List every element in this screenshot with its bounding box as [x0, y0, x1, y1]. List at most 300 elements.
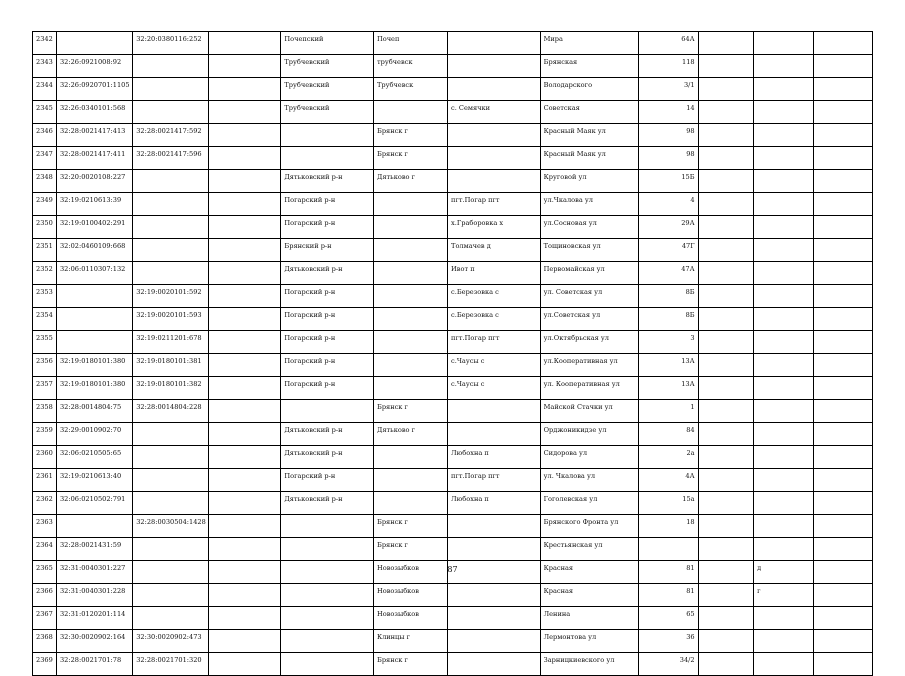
cell-house-number: 34/2	[638, 653, 698, 676]
cell-apartment	[814, 584, 873, 607]
cell-street: Красная	[540, 561, 638, 584]
cell-street: Володарского	[540, 78, 638, 101]
cell-cadastral-number-building	[133, 262, 209, 285]
cell-apartment	[814, 193, 873, 216]
cell-city	[373, 492, 447, 515]
table-row	[33, 446, 873, 469]
cell-cadastral-number-building: 32:19:0211201:678	[133, 331, 209, 354]
cell-row-number: 2355	[33, 331, 57, 354]
cell-house-number: 65	[638, 607, 698, 630]
cell-apartment	[814, 55, 873, 78]
cell-apartment	[814, 354, 873, 377]
cell-settlement	[448, 630, 541, 653]
cell-apartment	[814, 469, 873, 492]
cell-street: Лермонтова ул	[540, 630, 638, 653]
cell-cadastral-number: 32:19:0180101:380	[56, 377, 132, 400]
cell-apartment	[814, 653, 873, 676]
cell-district	[281, 400, 374, 423]
cell-district: Дятьковский р-н	[281, 492, 374, 515]
table-row	[33, 193, 873, 216]
cell-row-number: 2364	[33, 538, 57, 561]
cell-letter	[754, 538, 814, 561]
cell-settlement	[448, 147, 541, 170]
cell-cell-empty	[209, 308, 281, 331]
cell-house-number: 8Б	[638, 308, 698, 331]
cell-cadastral-number	[56, 285, 132, 308]
cell-cadastral-number-building	[133, 607, 209, 630]
cell-apartment	[814, 262, 873, 285]
cell-cadastral-number: 32:31:0040301:227	[56, 561, 132, 584]
cell-settlement: пгт.Погар пгт	[448, 193, 541, 216]
cell-row-number: 2347	[33, 147, 57, 170]
cell-district: Дятьковский р-н	[281, 423, 374, 446]
cell-house-number: 81	[638, 584, 698, 607]
cell-cadastral-number-building: 32:20:0380116:252	[133, 32, 209, 55]
cell-apartment	[814, 400, 873, 423]
cell-cadastral-number-building	[133, 239, 209, 262]
cell-letter	[754, 423, 814, 446]
cell-cell-empty	[209, 515, 281, 538]
table-row	[33, 515, 873, 538]
cell-letter	[754, 446, 814, 469]
cell-house-number: 98	[638, 147, 698, 170]
cell-cell-empty	[209, 469, 281, 492]
cell-building	[698, 469, 754, 492]
cell-building	[698, 216, 754, 239]
cell-city	[373, 354, 447, 377]
cell-row-number: 2357	[33, 377, 57, 400]
cell-city: Брянск г	[373, 653, 447, 676]
cell-building	[698, 377, 754, 400]
cell-city: Новозыбков	[373, 607, 447, 630]
cell-row-number: 2363	[33, 515, 57, 538]
cell-building	[698, 423, 754, 446]
cell-city: Дятьково г	[373, 423, 447, 446]
cell-street: Брянского Фронта ул	[540, 515, 638, 538]
cell-cadastral-number: 32:06:0210505:65	[56, 446, 132, 469]
cell-cell-empty	[209, 423, 281, 446]
cell-street: ул.Чкалова ул	[540, 193, 638, 216]
cell-cadastral-number-building	[133, 423, 209, 446]
cell-settlement	[448, 515, 541, 538]
cell-street: Первомайская ул	[540, 262, 638, 285]
cell-cell-empty	[209, 607, 281, 630]
cell-row-number: 2359	[33, 423, 57, 446]
cell-house-number: 4А	[638, 469, 698, 492]
cell-building	[698, 193, 754, 216]
cell-row-number: 2361	[33, 469, 57, 492]
cell-settlement	[448, 55, 541, 78]
table-row	[33, 147, 873, 170]
cell-letter	[754, 170, 814, 193]
cell-street: Красная	[540, 584, 638, 607]
cell-cadastral-number: 32:19:0180101:380	[56, 354, 132, 377]
cell-settlement: Ивот п	[448, 262, 541, 285]
cell-cadastral-number: 32:28:0021701:78	[56, 653, 132, 676]
cell-district: Погарский р-н	[281, 193, 374, 216]
cell-row-number: 2360	[33, 446, 57, 469]
cell-cadastral-number-building: 32:28:0021417:592	[133, 124, 209, 147]
cell-city: Трубчевск	[373, 78, 447, 101]
cell-cell-empty	[209, 216, 281, 239]
cell-settlement	[448, 400, 541, 423]
cell-street: ул.Сосновая ул	[540, 216, 638, 239]
cell-row-number: 2348	[33, 170, 57, 193]
cell-district: Дятьковский р-н	[281, 170, 374, 193]
cell-letter	[754, 193, 814, 216]
table-row	[33, 331, 873, 354]
cell-apartment	[814, 630, 873, 653]
cell-settlement: Любохна п	[448, 446, 541, 469]
cell-settlement	[448, 32, 541, 55]
table-row	[33, 216, 873, 239]
cell-apartment	[814, 308, 873, 331]
cell-cadastral-number: 32:26:0920701:1105	[56, 78, 132, 101]
cell-cadastral-number: 32:02:0460109:668	[56, 239, 132, 262]
cell-cadastral-number-building: 32:19:0180101:382	[133, 377, 209, 400]
cell-apartment	[814, 515, 873, 538]
cell-street: Орджоникидзе ул	[540, 423, 638, 446]
cell-letter	[754, 377, 814, 400]
cell-district	[281, 607, 374, 630]
cell-cadastral-number: 32:28:0021417:413	[56, 124, 132, 147]
cell-cadastral-number-building: 32:19:0180101:381	[133, 354, 209, 377]
cell-cadastral-number: 32:31:0120201:114	[56, 607, 132, 630]
cell-cadastral-number: 32:29:0010902:70	[56, 423, 132, 446]
cell-city	[373, 285, 447, 308]
cell-letter	[754, 32, 814, 55]
cell-row-number: 2353	[33, 285, 57, 308]
cell-house-number: 1	[638, 400, 698, 423]
cell-city: Брянск г	[373, 124, 447, 147]
cell-cadastral-number: 32:28:0014804:75	[56, 400, 132, 423]
cell-apartment	[814, 607, 873, 630]
cell-street: Майской Стачки ул	[540, 400, 638, 423]
cell-cadastral-number-building: 32:28:0021701:320	[133, 653, 209, 676]
cell-apartment	[814, 377, 873, 400]
cell-cadastral-number: 32:26:0921008:92	[56, 55, 132, 78]
cell-building	[698, 101, 754, 124]
cell-building	[698, 607, 754, 630]
cell-city: Клинцы г	[373, 630, 447, 653]
cell-letter	[754, 216, 814, 239]
cell-city: Брянск г	[373, 400, 447, 423]
cell-city	[373, 262, 447, 285]
cell-settlement: пгт.Погар пгт	[448, 331, 541, 354]
cell-cadastral-number	[56, 515, 132, 538]
cell-apartment	[814, 216, 873, 239]
cell-row-number: 2356	[33, 354, 57, 377]
cell-street: Ленина	[540, 607, 638, 630]
table-row	[33, 354, 873, 377]
cell-letter	[754, 653, 814, 676]
cell-district	[281, 630, 374, 653]
cell-cell-empty	[209, 124, 281, 147]
cell-letter	[754, 492, 814, 515]
cell-cadastral-number: 32:28:0021417:411	[56, 147, 132, 170]
cell-cell-empty	[209, 446, 281, 469]
table-row	[33, 538, 873, 561]
cell-row-number: 2366	[33, 584, 57, 607]
table-row	[33, 262, 873, 285]
cell-letter	[754, 630, 814, 653]
cell-cell-empty	[209, 400, 281, 423]
cell-cadastral-number: 32:31:0040301:228	[56, 584, 132, 607]
cell-apartment	[814, 285, 873, 308]
cell-cadastral-number-building	[133, 78, 209, 101]
cell-row-number: 2345	[33, 101, 57, 124]
cell-cadastral-number-building	[133, 469, 209, 492]
cell-district	[281, 515, 374, 538]
cell-district: Погарский р-н	[281, 354, 374, 377]
cell-house-number: 15а	[638, 492, 698, 515]
cell-district: Почепский	[281, 32, 374, 55]
cell-cell-empty	[209, 354, 281, 377]
cell-cadastral-number	[56, 331, 132, 354]
cell-street: ул.Октябрьская ул	[540, 331, 638, 354]
cell-house-number: 47А	[638, 262, 698, 285]
cell-city: Брянск г	[373, 515, 447, 538]
cell-building	[698, 630, 754, 653]
cell-house-number: 3	[638, 331, 698, 354]
cell-apartment	[814, 170, 873, 193]
cell-street: Гоголевская ул	[540, 492, 638, 515]
cell-letter	[754, 285, 814, 308]
cell-street: ул.Советская ул	[540, 308, 638, 331]
cell-letter	[754, 354, 814, 377]
cell-letter: г	[754, 584, 814, 607]
cell-cell-empty	[209, 170, 281, 193]
cell-street: Крестьянская ул	[540, 538, 638, 561]
cell-cadastral-number-building: 32:28:0030504:1428	[133, 515, 209, 538]
table-row	[33, 400, 873, 423]
cell-building	[698, 492, 754, 515]
cell-city	[373, 377, 447, 400]
cell-building	[698, 147, 754, 170]
cell-house-number: 98	[638, 124, 698, 147]
cell-letter	[754, 147, 814, 170]
cell-district: Погарский р-н	[281, 469, 374, 492]
cell-cadastral-number-building	[133, 492, 209, 515]
cell-district: Брянский р-н	[281, 239, 374, 262]
cell-building	[698, 538, 754, 561]
cell-city	[373, 469, 447, 492]
cell-row-number: 2346	[33, 124, 57, 147]
table-row	[33, 285, 873, 308]
cell-city	[373, 101, 447, 124]
cell-district: Трубчевский	[281, 55, 374, 78]
table-row	[33, 653, 873, 676]
cell-cadastral-number-building: 32:19:0020101:593	[133, 308, 209, 331]
cell-cadastral-number-building	[133, 55, 209, 78]
cell-settlement: с.Чаусы с	[448, 354, 541, 377]
cell-district: Погарский р-н	[281, 308, 374, 331]
cell-house-number: 13А	[638, 354, 698, 377]
cell-cadastral-number: 32:30:0020902:164	[56, 630, 132, 653]
cell-cell-empty	[209, 538, 281, 561]
cell-cadastral-number-building: 32:30:0020902:473	[133, 630, 209, 653]
cell-house-number: 118	[638, 55, 698, 78]
cell-cell-empty	[209, 584, 281, 607]
cell-row-number: 2342	[33, 32, 57, 55]
cell-letter	[754, 55, 814, 78]
cell-letter	[754, 262, 814, 285]
cell-cadastral-number-building	[133, 101, 209, 124]
cell-house-number: 47Г	[638, 239, 698, 262]
cell-house-number: 64А	[638, 32, 698, 55]
cell-building	[698, 400, 754, 423]
cell-district: Погарский р-н	[281, 377, 374, 400]
table-row	[33, 607, 873, 630]
cell-street: ул. Кооперативная ул	[540, 377, 638, 400]
cell-house-number: 3/1	[638, 78, 698, 101]
cell-cadastral-number-building	[133, 446, 209, 469]
cell-building	[698, 124, 754, 147]
cell-row-number: 2368	[33, 630, 57, 653]
cell-cadastral-number	[56, 308, 132, 331]
cell-apartment	[814, 78, 873, 101]
table-row	[33, 101, 873, 124]
cell-cell-empty	[209, 32, 281, 55]
cell-row-number: 2343	[33, 55, 57, 78]
cell-row-number: 2365	[33, 561, 57, 584]
cell-street: Красный Маяк ул	[540, 147, 638, 170]
cell-building	[698, 78, 754, 101]
cell-row-number: 2362	[33, 492, 57, 515]
cell-building	[698, 354, 754, 377]
cell-letter	[754, 308, 814, 331]
cell-house-number: 36	[638, 630, 698, 653]
cell-street: Круговой ул	[540, 170, 638, 193]
table-row	[33, 584, 873, 607]
cell-city	[373, 193, 447, 216]
cell-district	[281, 653, 374, 676]
cell-cadastral-number-building	[133, 584, 209, 607]
cell-building	[698, 584, 754, 607]
cell-district: Погарский р-н	[281, 285, 374, 308]
table-row	[33, 78, 873, 101]
cell-cadastral-number-building	[133, 216, 209, 239]
cell-row-number: 2354	[33, 308, 57, 331]
cell-street: Советская	[540, 101, 638, 124]
table-row	[33, 469, 873, 492]
cell-letter	[754, 469, 814, 492]
cell-apartment	[814, 147, 873, 170]
cell-street: Красный Маяк ул	[540, 124, 638, 147]
cell-cell-empty	[209, 193, 281, 216]
cell-cell-empty	[209, 101, 281, 124]
cell-building	[698, 170, 754, 193]
cell-district: Трубчевский	[281, 78, 374, 101]
cell-cadastral-number: 32:19:0100402:291	[56, 216, 132, 239]
cell-building	[698, 331, 754, 354]
cell-settlement: х.Граборовка х	[448, 216, 541, 239]
cell-cadastral-number: 32:06:0210502:791	[56, 492, 132, 515]
cell-letter	[754, 607, 814, 630]
cell-district	[281, 584, 374, 607]
cell-row-number: 2349	[33, 193, 57, 216]
cell-cell-empty	[209, 262, 281, 285]
cell-settlement	[448, 584, 541, 607]
cell-apartment	[814, 239, 873, 262]
cell-cell-empty	[209, 331, 281, 354]
cell-city: трубчевск	[373, 55, 447, 78]
cell-house-number: 2а	[638, 446, 698, 469]
cell-cell-empty	[209, 653, 281, 676]
cell-district: Дятьковский р-н	[281, 446, 374, 469]
cell-cadastral-number	[56, 32, 132, 55]
cell-settlement	[448, 124, 541, 147]
cell-apartment	[814, 423, 873, 446]
cell-letter	[754, 124, 814, 147]
cell-settlement: с. Семячки	[448, 101, 541, 124]
cell-letter	[754, 101, 814, 124]
cell-row-number: 2369	[33, 653, 57, 676]
cell-city	[373, 331, 447, 354]
cell-house-number: 29А	[638, 216, 698, 239]
cell-house-number: 8Б	[638, 285, 698, 308]
cell-settlement	[448, 170, 541, 193]
table-row	[33, 170, 873, 193]
cell-building	[698, 55, 754, 78]
cell-district: Погарский р-н	[281, 216, 374, 239]
cell-cadastral-number: 32:26:0340101:568	[56, 101, 132, 124]
cell-city	[373, 446, 447, 469]
cell-house-number: 4	[638, 193, 698, 216]
cell-building	[698, 262, 754, 285]
cell-settlement: Любохна п	[448, 492, 541, 515]
cell-row-number: 2367	[33, 607, 57, 630]
table-row	[33, 124, 873, 147]
cell-settlement	[448, 78, 541, 101]
cell-settlement: пгт.Погар пгт	[448, 469, 541, 492]
cell-cadastral-number: 32:19:0210613:40	[56, 469, 132, 492]
register-table-body	[33, 32, 873, 676]
cell-cadastral-number-building: 32:19:0020101:592	[133, 285, 209, 308]
cell-district: Погарский р-н	[281, 331, 374, 354]
cell-cadastral-number: 32:20:0020108:227	[56, 170, 132, 193]
cell-settlement: с.Березовка с	[448, 308, 541, 331]
cell-letter	[754, 400, 814, 423]
cell-cadastral-number-building: 32:28:0014804:228	[133, 400, 209, 423]
cell-row-number: 2352	[33, 262, 57, 285]
cell-city	[373, 239, 447, 262]
cell-city: Брянск г	[373, 538, 447, 561]
register-table	[32, 31, 873, 676]
cell-cell-empty	[209, 377, 281, 400]
cell-letter: д	[754, 561, 814, 584]
cell-house-number: 14	[638, 101, 698, 124]
cell-apartment	[814, 331, 873, 354]
table-row	[33, 630, 873, 653]
cell-letter	[754, 78, 814, 101]
cell-row-number: 2351	[33, 239, 57, 262]
cell-district: Дятьковский р-н	[281, 262, 374, 285]
cell-district: Трубчевский	[281, 101, 374, 124]
cell-house-number: 81	[638, 561, 698, 584]
cell-settlement: с.Березовка с	[448, 285, 541, 308]
cell-building	[698, 653, 754, 676]
cell-city: Брянск г	[373, 147, 447, 170]
cell-settlement	[448, 607, 541, 630]
cell-cell-empty	[209, 78, 281, 101]
cell-street: Мира	[540, 32, 638, 55]
cell-row-number: 2358	[33, 400, 57, 423]
table-row	[33, 423, 873, 446]
cell-building	[698, 285, 754, 308]
cell-cell-empty	[209, 630, 281, 653]
cell-apartment	[814, 446, 873, 469]
